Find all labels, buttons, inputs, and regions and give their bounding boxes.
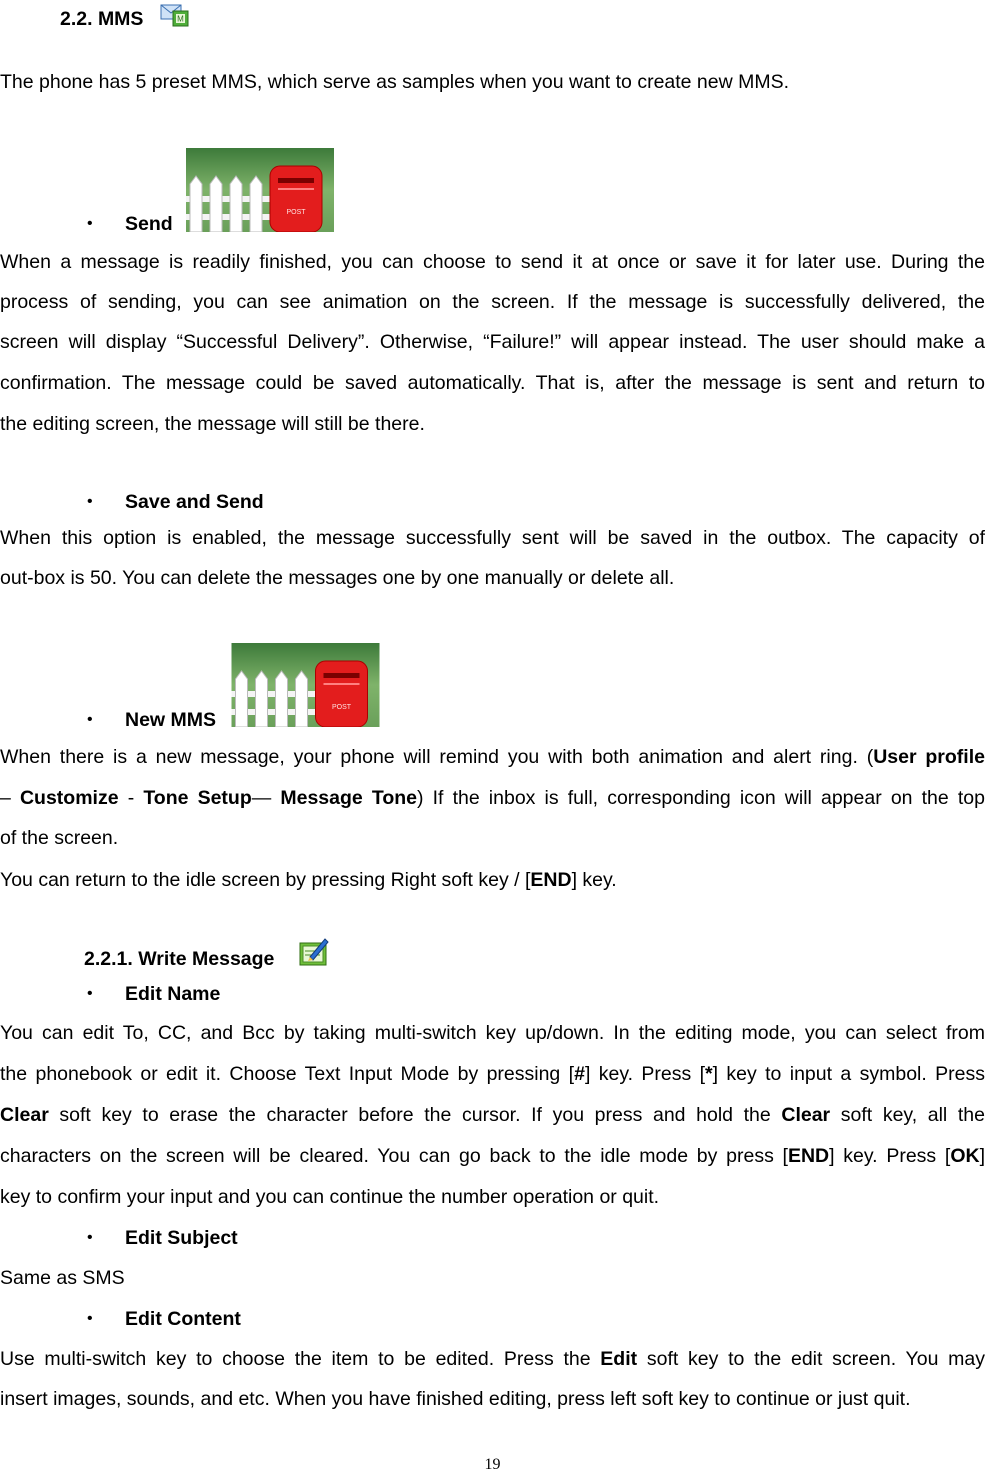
- bullet: •: [87, 493, 93, 510]
- edit-name-label: Edit Name: [125, 983, 221, 1005]
- save-and-send-paragraph-line: When this option is enabled, the message successfully sent will be saved in the outbox. The capacity of: [0, 527, 985, 549]
- edit-content-line: Use multi-switch key to choose the item to be edited. Press the Edit soft key to the edit screen. You may: [0, 1348, 985, 1370]
- new-mms-line: – Customize - Tone Setup— Message Tone) If the inbox is full, corresponding icon will appear on the top: [0, 787, 985, 809]
- bullet: •: [87, 215, 93, 232]
- intro-text: The phone has 5 preset MMS, which serve as samples when you want to create new MMS.: [0, 71, 790, 93]
- edit-name-line: the phonebook or edit it. Choose Text Input Mode by pressing [#] key. Press [*] key to input a symbol. Press: [0, 1063, 985, 1085]
- edit-name-line: You can edit To, CC, and Bcc by taking multi-switch key up/down. In the editing mode, you can select from: [0, 1022, 985, 1044]
- section-heading: 2.2. MMS: [60, 8, 144, 30]
- svg-text:POST: POST: [331, 704, 352, 711]
- new-mms-line: When there is a new message, your phone will remind you with both animation and alert ring. (User profile: [0, 746, 985, 768]
- save-and-send-paragraph-line: out-box is 50. You can delete the messages one by one manually or delete all.: [0, 567, 675, 589]
- new-mms-label: New MMS: [125, 709, 217, 731]
- bullet: •: [87, 711, 93, 728]
- edit-name-line: key to confirm your input and you can continue the number operation or quit.: [0, 1186, 660, 1208]
- send-label: Send: [125, 213, 173, 235]
- edit-name-line: characters on the screen will be cleared. You can go back to the idle mode by press [END] key. Press [OK]: [0, 1145, 985, 1167]
- page-number: 19: [484, 1456, 501, 1473]
- edit-subject-line: Same as SMS: [0, 1267, 125, 1289]
- send-paragraph-line: When a message is readily finished, you can choose to send it at once or save it for later use. During the: [0, 251, 985, 273]
- bullet: •: [87, 1310, 93, 1327]
- edit-content-line: insert images, sounds, and etc. When you have finished editing, press left soft key to continue or just quit.: [0, 1388, 911, 1410]
- new-mms-line: You can return to the idle screen by pressing Right soft key / [END] key.: [0, 869, 617, 891]
- edit-subject-label: Edit Subject: [125, 1227, 238, 1249]
- subsection-heading: 2.2.1. Write Message: [84, 948, 275, 970]
- send-paragraph-line: the editing screen, the message will still be there.: [0, 413, 425, 435]
- svg-text:M: M: [177, 14, 184, 24]
- mms-envelope-icon: [160, 2, 190, 28]
- edit-name-line: Clear soft key to erase the character before the cursor. If you press and hold the Clear soft key, all the: [0, 1104, 985, 1126]
- write-message-icon: [298, 935, 330, 967]
- mailbox-fence-image: [231, 643, 380, 727]
- save-and-send-label: Save and Send: [125, 491, 264, 513]
- send-paragraph-line: screen will display “Successful Delivery”. Otherwise, “Failure!” will appear instead. The user should make a: [0, 331, 985, 353]
- bullet: •: [87, 985, 93, 1002]
- edit-content-label: Edit Content: [125, 1308, 241, 1330]
- svg-text:POST: POST: [286, 209, 306, 216]
- mailbox-fence-image: [186, 148, 334, 232]
- send-paragraph-line: confirmation. The message could be saved automatically. That is, after the message is sent and return to: [0, 372, 985, 394]
- send-paragraph-line: process of sending, you can see animation on the screen. If the message is successfully delivered, the: [0, 291, 985, 313]
- bullet: •: [87, 1229, 93, 1246]
- new-mms-line: of the screen.: [0, 827, 119, 849]
